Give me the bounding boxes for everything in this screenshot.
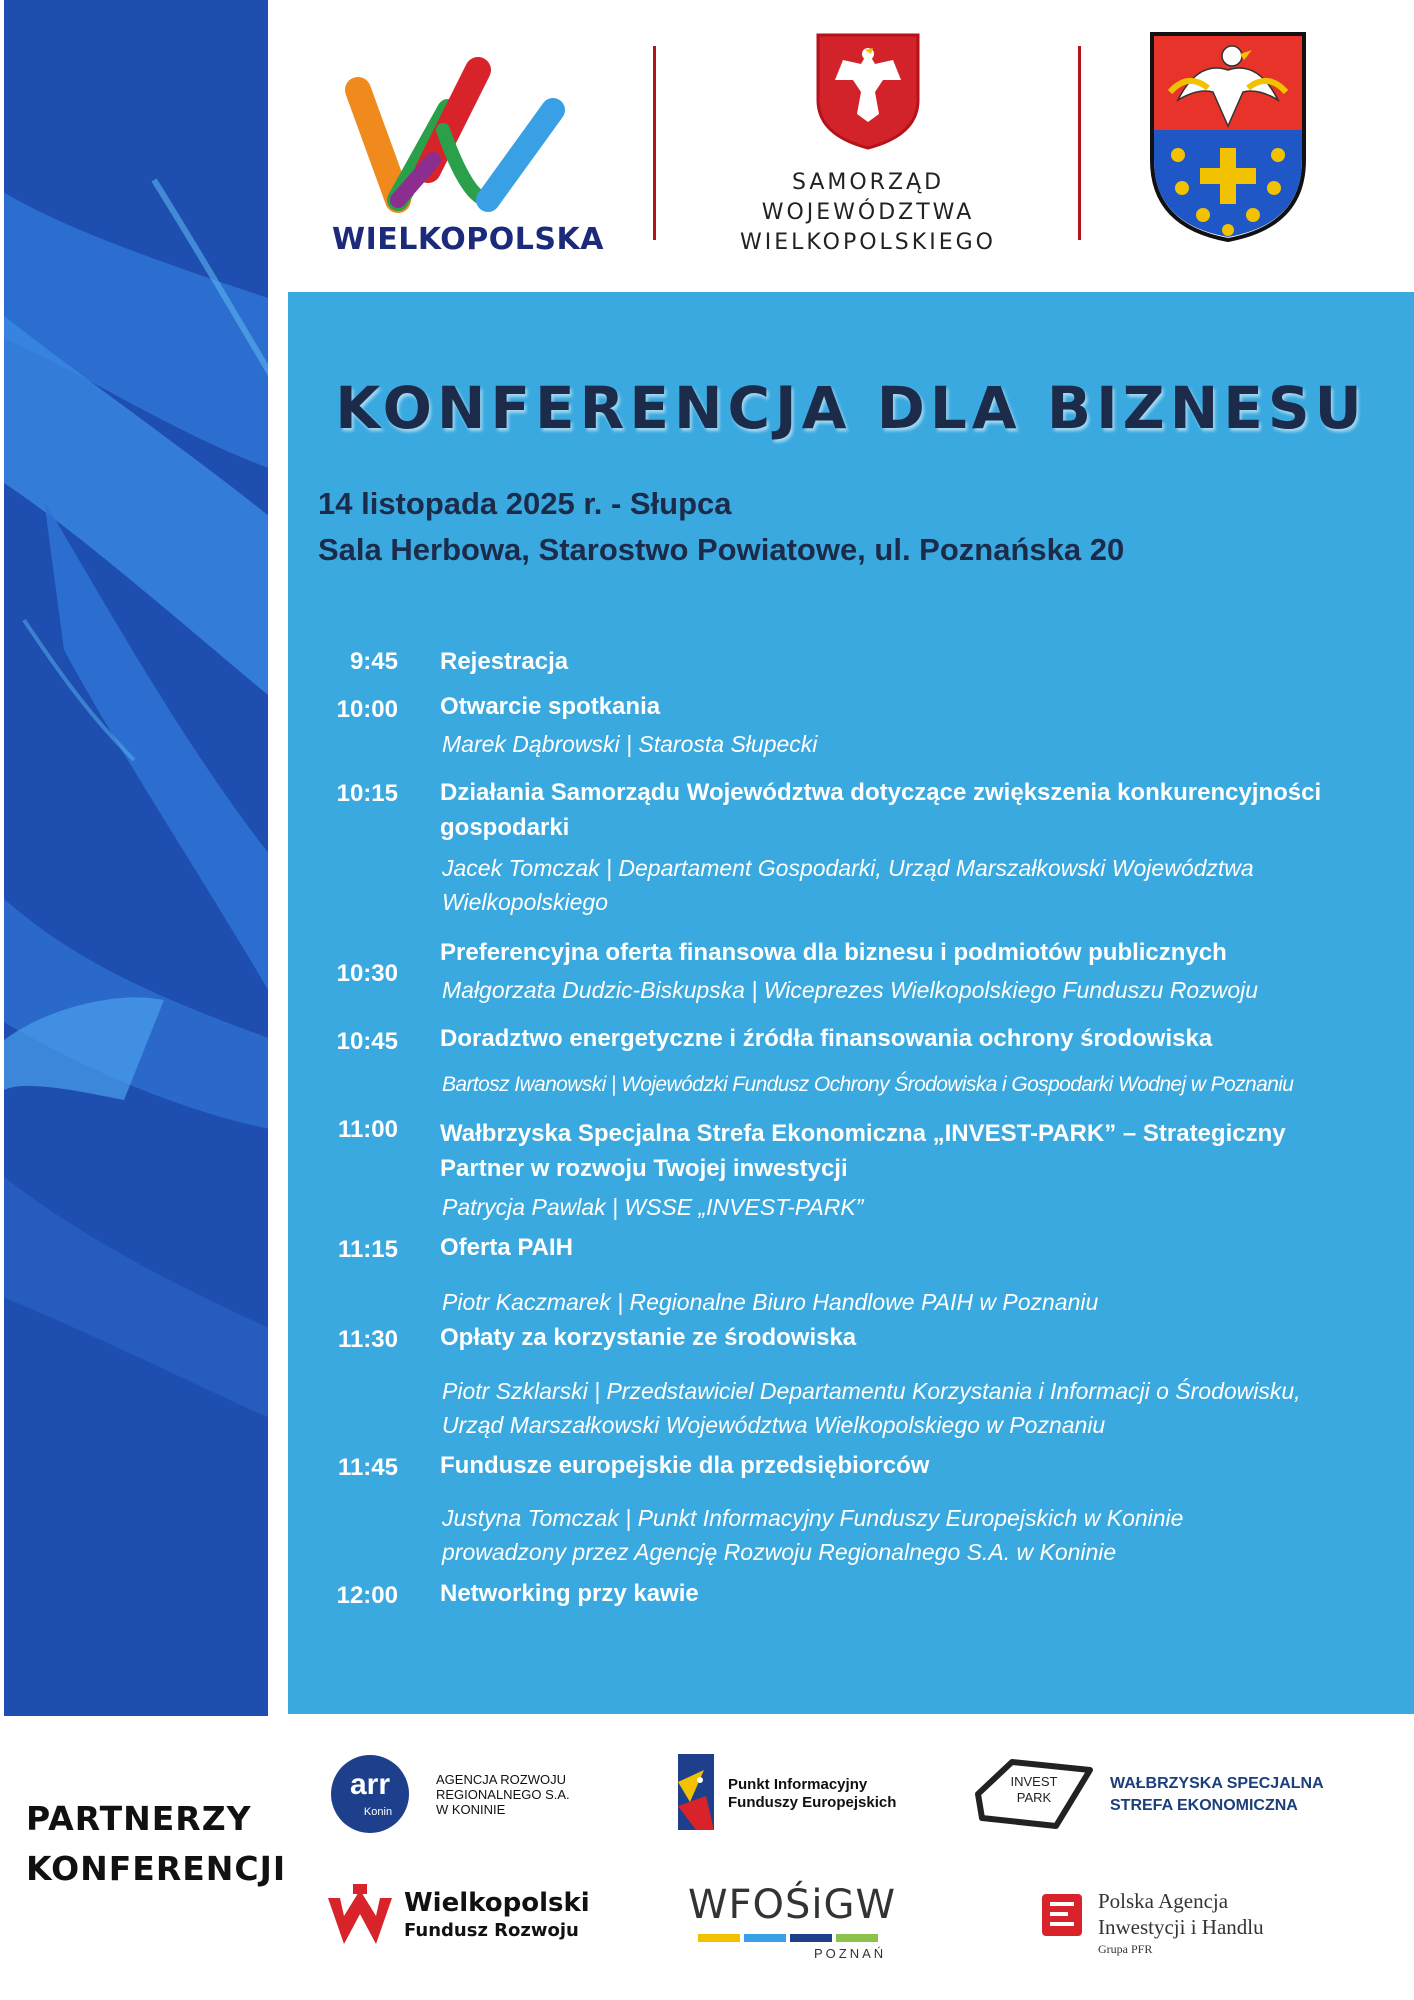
wielkopolska-logo-text: WIELKOPOLSKA xyxy=(332,222,604,257)
pife-line1: Punkt Informacyjny xyxy=(728,1776,868,1793)
agenda-title-line2: gospodarki xyxy=(440,814,570,841)
partner-logo-pife xyxy=(676,1752,916,1832)
partners-heading xyxy=(26,1794,286,1894)
agenda-speaker-line1: Piotr Szklarski | Przedstawiciel Departamentu Korzystania i Informacji o Środowisku, xyxy=(442,1378,1301,1404)
brush-stroke-graphic xyxy=(4,0,268,1716)
arr-name-line2: REGIONALNEGO S.A. xyxy=(436,1787,570,1802)
agenda-title-line1: Działania Samorządu Województwa dotyczące zwiększenia konkurencyjności xyxy=(440,779,1322,806)
arr-logo-sub: Konin xyxy=(363,1806,393,1818)
arr-name-line3: W KONINIE xyxy=(436,1802,506,1817)
wsse-line1: WAŁBRZYSKA SPECJALNA xyxy=(1110,1775,1324,1792)
agenda-title-line2: Partner w rozwoju Twojej inwestycji xyxy=(440,1155,848,1182)
samorzad-line2: WOJEWÓDZTWA xyxy=(761,200,975,225)
wfr-line1: Wielkopolski xyxy=(404,1888,590,1918)
partner-logo-paih xyxy=(1040,1882,1300,1962)
header-logos xyxy=(268,0,1414,292)
event-venue: Sala Herbowa, Starostwo Powiatowe, ul. Poznańska 20 xyxy=(318,532,1125,567)
page-title: KONFERENCJA DLA BIZNESU xyxy=(335,374,1367,442)
agenda-speaker: Marek Dąbrowski | Starosta Słupecki xyxy=(442,731,818,757)
agenda-title: Opłaty za korzystanie ze środowiska xyxy=(440,1324,857,1351)
agenda-speaker-line1: Jacek Tomczak | Departament Gospodarki, Urząd Marszałkowski Województwa xyxy=(442,855,1254,881)
wfosigw-bar-blue xyxy=(744,1934,786,1942)
samorzad-line1: SAMORZĄD xyxy=(791,170,945,195)
wfosigw-city: POZNAŃ xyxy=(814,1946,887,1961)
header-divider xyxy=(653,46,656,240)
wsse-line2: STREFA EKONOMICZNA xyxy=(1110,1797,1298,1814)
agenda-time: 11:30 xyxy=(337,1326,398,1353)
agenda-time: 11:00 xyxy=(337,1116,398,1143)
agenda-speaker-line2: prowadzony przez Agencję Rozwoju Regionalnego S.A. w Koninie xyxy=(442,1539,1117,1565)
slupca-coat-of-arms-icon xyxy=(1148,30,1308,244)
paih-line2: Inwestycji i Handlu xyxy=(1098,1915,1264,1939)
agenda-time: 9:45 xyxy=(349,648,398,675)
agenda-title: Networking przy kawie xyxy=(440,1580,699,1607)
agenda-speaker: Piotr Kaczmarek | Regionalne Biuro Handlowe PAIH w Poznaniu xyxy=(442,1289,1099,1315)
agenda-speaker-line1: Justyna Tomczak | Punkt Informacyjny Funduszy Europejskich w Koninie xyxy=(442,1505,1184,1531)
arr-name-line1: AGENCJA ROZWOJU xyxy=(436,1772,567,1787)
conference-panel xyxy=(288,292,1414,1714)
agenda-time: 10:45 xyxy=(336,1028,398,1055)
eagle-shield-icon xyxy=(813,30,923,150)
samorzad-line3: WIELKOPOLSKIEGO xyxy=(740,230,996,255)
wfosigw-bar-navy xyxy=(790,1934,832,1942)
wfosigw-bar-green xyxy=(836,1934,878,1942)
wfosigw-bar-yellow xyxy=(698,1934,740,1942)
event-date: 14 listopada 2025 r. - Słupca xyxy=(318,486,732,521)
agenda-time: 12:00 xyxy=(336,1582,398,1609)
invest-park-badge-text xyxy=(994,1774,1074,1806)
invest-park-badge-line2: PARK xyxy=(1016,1790,1052,1805)
agenda-title: Rejestracja xyxy=(440,648,569,675)
wfr-w-logo-icon xyxy=(326,1884,394,1946)
partners-heading-line1: PARTNERZY xyxy=(26,1799,252,1838)
partners-heading-line2: KONFERENCJI xyxy=(26,1849,287,1888)
invest-park-badge-line1: INVEST xyxy=(1010,1774,1058,1789)
agenda-speaker-line2: Wielkopolskiego xyxy=(442,889,608,915)
partner-logo-arr xyxy=(330,1754,580,1834)
agenda-time: 10:30 xyxy=(336,960,398,987)
agenda-time: 11:15 xyxy=(337,1236,398,1263)
header-divider xyxy=(1078,46,1081,240)
agenda-speaker: Patrycja Pawlak | WSSE „INVEST-PARK” xyxy=(442,1194,864,1220)
agenda-title: Preferencyjna oferta finansowa dla biznesu i podmiotów publicznych xyxy=(440,939,1227,966)
samorzad-logo-text xyxy=(708,168,1028,258)
eu-funds-flag-icon xyxy=(676,1752,716,1832)
paih-line3: Grupa PFR xyxy=(1098,1942,1153,1956)
agenda-title: Oferta PAIH xyxy=(440,1234,573,1261)
partner-logo-wfr xyxy=(326,1880,590,1950)
agenda-speaker: Małgorzata Dudzic-Biskupska | Wiceprezes Wielkopolskiego Funduszu Rozwoju xyxy=(442,977,1259,1003)
decorative-brush-band xyxy=(4,0,268,1716)
agenda-speaker-line2: Urząd Marszałkowski Województwa Wielkopolskiego w Poznaniu xyxy=(442,1412,1106,1438)
agenda-time: 11:45 xyxy=(337,1454,398,1481)
arr-logo-text: arr xyxy=(349,1768,391,1801)
agenda-time: 10:00 xyxy=(336,696,398,723)
agenda-title: Otwarcie spotkania xyxy=(440,693,661,720)
agenda-speaker: Bartosz Iwanowski | Wojewódzki Fundusz Ochrony Środowiska i Gospodarki Wodnej w Poznaniu xyxy=(442,1073,1294,1096)
wfr-line2: Fundusz Rozwoju xyxy=(404,1920,579,1941)
agenda-title: Fundusze europejskie dla przedsiębiorców xyxy=(440,1452,930,1479)
partner-logo-wsse xyxy=(972,1752,1352,1836)
pife-line2: Funduszy Europejskich xyxy=(728,1794,897,1811)
partner-logo-wfosigw xyxy=(686,1880,926,1960)
paih-line1: Polska Agencja xyxy=(1098,1889,1229,1913)
agenda-title: Doradztwo energetyczne i źródła finansowania ochrony środowiska xyxy=(440,1025,1213,1052)
wfosigw-name: WFOŚiGW xyxy=(688,1882,897,1928)
paih-logo-icon xyxy=(1040,1892,1084,1938)
agenda-title-line1: Wałbrzyska Specjalna Strefa Ekonomiczna „INVEST-PARK” – Strategiczny xyxy=(440,1120,1286,1147)
agenda-time: 10:15 xyxy=(336,780,398,807)
